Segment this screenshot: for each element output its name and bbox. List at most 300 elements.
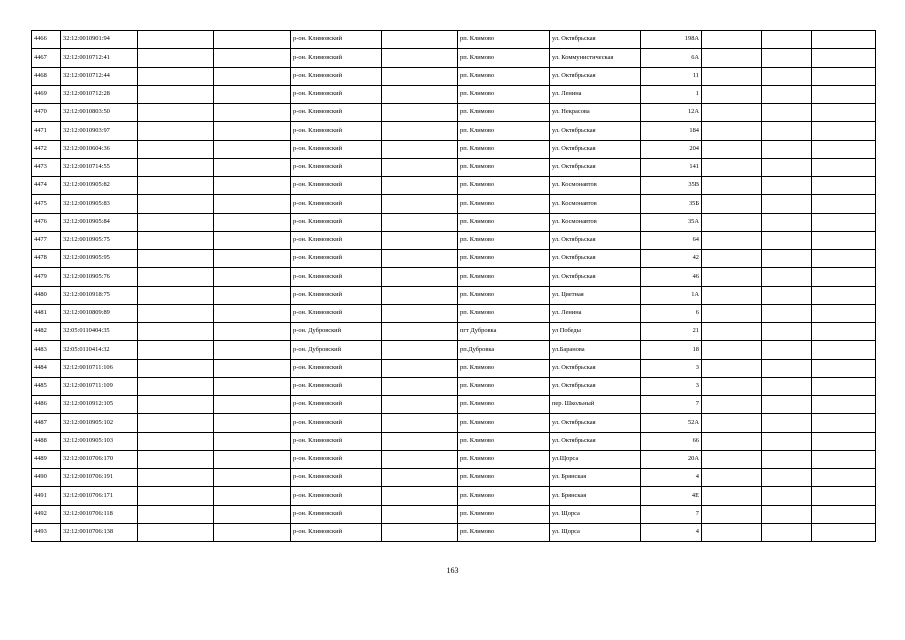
cadastral-number-cell: 32:12:0010712:28 (61, 85, 138, 103)
table-row (32, 414, 876, 432)
empty-cell (702, 377, 762, 395)
district-cell: р-он. Климовский (291, 268, 382, 286)
table-row (32, 67, 876, 85)
empty-cell (762, 268, 812, 286)
settlement-cell: рп. Климово (458, 359, 550, 377)
empty-cell (702, 432, 762, 450)
cadastral-number-cell: 32:12:0010905:84 (61, 213, 138, 231)
empty-cell (702, 104, 762, 122)
district-cell: р-он. Климовский (291, 158, 382, 176)
empty-cell (382, 250, 458, 268)
house-number-cell: 35Б (641, 195, 702, 213)
cadastral-number-cell: 32:12:0010901:94 (61, 31, 138, 49)
table-row (32, 231, 876, 249)
street-cell: ул. Октябрьская (550, 359, 641, 377)
record-number-cell: 4468 (32, 67, 61, 85)
empty-cell (762, 104, 812, 122)
empty-cell (812, 268, 876, 286)
house-number-cell: 64 (641, 231, 702, 249)
cadastral-number-cell: 32:12:0010905:76 (61, 268, 138, 286)
empty-cell (138, 158, 214, 176)
table-row (32, 122, 876, 140)
house-number-cell: 6А (641, 49, 702, 67)
house-number-cell: 184 (641, 122, 702, 140)
empty-cell (702, 231, 762, 249)
empty-cell (812, 450, 876, 468)
empty-cell (138, 523, 214, 541)
settlement-cell: рп. Климово (458, 414, 550, 432)
record-number-cell: 4477 (32, 231, 61, 249)
empty-cell (382, 396, 458, 414)
empty-cell (702, 396, 762, 414)
record-number-cell: 4479 (32, 268, 61, 286)
record-number-cell: 4471 (32, 122, 61, 140)
empty-cell (382, 177, 458, 195)
empty-cell (138, 31, 214, 49)
record-number-cell: 4485 (32, 377, 61, 395)
empty-cell (382, 158, 458, 176)
table-row (32, 523, 876, 541)
settlement-cell: рп. Климово (458, 177, 550, 195)
settlement-cell: рп. Климово (458, 396, 550, 414)
empty-cell (812, 523, 876, 541)
empty-cell (702, 49, 762, 67)
settlement-cell: рп. Климово (458, 49, 550, 67)
table-row (32, 140, 876, 158)
table-row (32, 432, 876, 450)
record-number-cell: 4493 (32, 523, 61, 541)
empty-cell (812, 323, 876, 341)
empty-cell (214, 377, 291, 395)
street-cell: ул. Некрасова (550, 104, 641, 122)
empty-cell (702, 31, 762, 49)
street-cell: ул. Космонавтов (550, 177, 641, 195)
empty-cell (214, 177, 291, 195)
record-number-cell: 4470 (32, 104, 61, 122)
cadastral-number-cell: 32:12:0010706:138 (61, 523, 138, 541)
district-cell: р-он. Климовский (291, 231, 382, 249)
district-cell: р-он. Климовский (291, 469, 382, 487)
empty-cell (762, 250, 812, 268)
record-number-cell: 4480 (32, 286, 61, 304)
settlement-cell: рп. Климово (458, 122, 550, 140)
table-row (32, 268, 876, 286)
cadastral-number-cell: 32:12:0010905:95 (61, 250, 138, 268)
table-row (32, 31, 876, 49)
cadastral-number-cell: 32:12:0010712:44 (61, 67, 138, 85)
empty-cell (214, 67, 291, 85)
empty-cell (214, 304, 291, 322)
empty-cell (382, 377, 458, 395)
table-row (32, 487, 876, 505)
empty-cell (214, 469, 291, 487)
empty-cell (138, 432, 214, 450)
district-cell: р-он. Климовский (291, 250, 382, 268)
empty-cell (138, 359, 214, 377)
cadastral-number-cell: 32:12:0010706:171 (61, 487, 138, 505)
empty-cell (382, 67, 458, 85)
empty-cell (138, 341, 214, 359)
cadastral-number-cell: 32:12:0010903:97 (61, 122, 138, 140)
empty-cell (812, 85, 876, 103)
empty-cell (382, 85, 458, 103)
empty-cell (762, 231, 812, 249)
empty-cell (812, 31, 876, 49)
empty-cell (762, 49, 812, 67)
empty-cell (702, 213, 762, 231)
record-number-cell: 4466 (32, 31, 61, 49)
house-number-cell: 3 (641, 359, 702, 377)
empty-cell (702, 323, 762, 341)
district-cell: р-он. Климовский (291, 487, 382, 505)
empty-cell (812, 67, 876, 85)
settlement-cell: рп. Климово (458, 304, 550, 322)
house-number-cell: 204 (641, 140, 702, 158)
empty-cell (382, 432, 458, 450)
record-number-cell: 4490 (32, 469, 61, 487)
settlement-cell: рп. Климово (458, 140, 550, 158)
street-cell: ул. Космонавтов (550, 195, 641, 213)
street-cell: ул. Октябрьская (550, 432, 641, 450)
empty-cell (138, 122, 214, 140)
cadastral-number-cell: 32:12:0010604:36 (61, 140, 138, 158)
settlement-cell: рп. Климово (458, 377, 550, 395)
cadastral-number-cell: 32:12:0010905:83 (61, 195, 138, 213)
empty-cell (812, 359, 876, 377)
house-number-cell: 3 (641, 377, 702, 395)
street-cell: ул. Ленина (550, 304, 641, 322)
street-cell: ул.Баранова (550, 341, 641, 359)
settlement-cell: рп. Климово (458, 450, 550, 468)
district-cell: р-он. Климовский (291, 359, 382, 377)
table-row (32, 104, 876, 122)
record-number-cell: 4483 (32, 341, 61, 359)
empty-cell (214, 323, 291, 341)
house-number-cell: 46 (641, 268, 702, 286)
empty-cell (138, 250, 214, 268)
empty-cell (812, 487, 876, 505)
street-cell: ул. Октябрьская (550, 140, 641, 158)
settlement-cell: рп. Климово (458, 213, 550, 231)
table-row (32, 396, 876, 414)
empty-cell (138, 469, 214, 487)
record-number-cell: 4488 (32, 432, 61, 450)
empty-cell (382, 487, 458, 505)
empty-cell (138, 140, 214, 158)
record-number-cell: 4487 (32, 414, 61, 432)
empty-cell (762, 177, 812, 195)
street-cell: ул. Коммунистическая (550, 49, 641, 67)
record-number-cell: 4484 (32, 359, 61, 377)
table-row (32, 341, 876, 359)
street-cell: ул. Октябрьская (550, 231, 641, 249)
empty-cell (702, 140, 762, 158)
empty-cell (214, 85, 291, 103)
empty-cell (762, 414, 812, 432)
empty-cell (138, 177, 214, 195)
empty-cell (812, 304, 876, 322)
empty-cell (762, 450, 812, 468)
district-cell: р-он. Климовский (291, 377, 382, 395)
table-row (32, 158, 876, 176)
settlement-cell: рп.Дубровка (458, 341, 550, 359)
record-number-cell: 4475 (32, 195, 61, 213)
empty-cell (762, 158, 812, 176)
house-number-cell: 141 (641, 158, 702, 176)
empty-cell (214, 49, 291, 67)
empty-cell (214, 104, 291, 122)
district-cell: р-он. Климовский (291, 523, 382, 541)
empty-cell (702, 341, 762, 359)
page-number: 163 (446, 566, 459, 575)
house-number-cell: 35А (641, 213, 702, 231)
table-row (32, 213, 876, 231)
district-cell: р-он. Климовский (291, 213, 382, 231)
empty-cell (214, 31, 291, 49)
empty-cell (762, 432, 812, 450)
empty-cell (762, 140, 812, 158)
empty-cell (702, 523, 762, 541)
street-cell: ул. Октябрьская (550, 414, 641, 432)
cadastral-number-cell: 32:12:0010712:41 (61, 49, 138, 67)
district-cell: р-он. Климовский (291, 31, 382, 49)
empty-cell (214, 195, 291, 213)
table-row (32, 250, 876, 268)
district-cell: р-он. Климовский (291, 140, 382, 158)
house-number-cell: 4 (641, 523, 702, 541)
table-row (32, 304, 876, 322)
house-number-cell: 198А (641, 31, 702, 49)
empty-cell (762, 122, 812, 140)
cadastral-number-cell: 32:12:0010809:89 (61, 304, 138, 322)
empty-cell (762, 505, 812, 523)
empty-cell (702, 487, 762, 505)
record-number-cell: 4474 (32, 177, 61, 195)
empty-cell (812, 505, 876, 523)
record-number-cell: 4486 (32, 396, 61, 414)
empty-cell (382, 104, 458, 122)
street-cell: ул. Ленина (550, 85, 641, 103)
empty-cell (762, 469, 812, 487)
empty-cell (702, 304, 762, 322)
settlement-cell: рп. Климово (458, 195, 550, 213)
empty-cell (762, 304, 812, 322)
table-row (32, 286, 876, 304)
empty-cell (812, 104, 876, 122)
cadastral-number-cell: 32:12:0010905:102 (61, 414, 138, 432)
empty-cell (138, 104, 214, 122)
empty-cell (214, 158, 291, 176)
empty-cell (702, 359, 762, 377)
street-cell: ул. Космонавтов (550, 213, 641, 231)
empty-cell (214, 341, 291, 359)
empty-cell (812, 140, 876, 158)
street-cell: ул. Октябрьская (550, 250, 641, 268)
district-cell: р-он. Климовский (291, 85, 382, 103)
cadastral-number-cell: 32:12:0010918:75 (61, 286, 138, 304)
empty-cell (812, 49, 876, 67)
empty-cell (382, 323, 458, 341)
street-cell: ул. Брянская (550, 469, 641, 487)
empty-cell (812, 122, 876, 140)
house-number-cell: 1 (641, 85, 702, 103)
empty-cell (762, 523, 812, 541)
record-number-cell: 4473 (32, 158, 61, 176)
empty-cell (214, 359, 291, 377)
empty-cell (214, 414, 291, 432)
empty-cell (382, 359, 458, 377)
record-number-cell: 4492 (32, 505, 61, 523)
district-cell: р-он. Климовский (291, 104, 382, 122)
empty-cell (812, 231, 876, 249)
empty-cell (702, 85, 762, 103)
record-number-cell: 4476 (32, 213, 61, 231)
empty-cell (138, 450, 214, 468)
empty-cell (702, 469, 762, 487)
district-cell: р-он. Климовский (291, 122, 382, 140)
empty-cell (812, 432, 876, 450)
cadastral-number-cell: 32:12:0010711:106 (61, 359, 138, 377)
property-register-table (31, 30, 876, 542)
empty-cell (762, 396, 812, 414)
district-cell: р-он. Климовский (291, 396, 382, 414)
empty-cell (138, 396, 214, 414)
empty-cell (382, 450, 458, 468)
house-number-cell: 20А (641, 450, 702, 468)
house-number-cell: 7 (641, 505, 702, 523)
street-cell: ул. Октябрьская (550, 67, 641, 85)
empty-cell (382, 286, 458, 304)
empty-cell (762, 341, 812, 359)
house-number-cell: 35В (641, 177, 702, 195)
house-number-cell: 52А (641, 414, 702, 432)
table-body (32, 31, 876, 542)
house-number-cell: 6 (641, 304, 702, 322)
settlement-cell: рп. Климово (458, 286, 550, 304)
district-cell: р-он. Климовский (291, 450, 382, 468)
record-number-cell: 4472 (32, 140, 61, 158)
empty-cell (382, 49, 458, 67)
empty-cell (214, 213, 291, 231)
district-cell: р-он. Климовский (291, 49, 382, 67)
settlement-cell: рп. Климово (458, 487, 550, 505)
table-row (32, 323, 876, 341)
record-number-cell: 4481 (32, 304, 61, 322)
empty-cell (762, 487, 812, 505)
empty-cell (812, 414, 876, 432)
empty-cell (382, 231, 458, 249)
street-cell: ул. Октябрьская (550, 377, 641, 395)
house-number-cell: 4 (641, 469, 702, 487)
empty-cell (382, 414, 458, 432)
record-number-cell: 4478 (32, 250, 61, 268)
cadastral-number-cell: 32:12:0010905:82 (61, 177, 138, 195)
table-row (32, 49, 876, 67)
empty-cell (138, 286, 214, 304)
table-row (32, 505, 876, 523)
empty-cell (214, 505, 291, 523)
empty-cell (138, 67, 214, 85)
settlement-cell: рп. Климово (458, 268, 550, 286)
cadastral-number-cell: 32:12:0010803:50 (61, 104, 138, 122)
table-row (32, 195, 876, 213)
district-cell: р-он. Климовский (291, 432, 382, 450)
empty-cell (138, 414, 214, 432)
cadastral-number-cell: 32:05:0110404:35 (61, 323, 138, 341)
empty-cell (138, 505, 214, 523)
district-cell: р-он. Климовский (291, 286, 382, 304)
empty-cell (762, 377, 812, 395)
empty-cell (382, 304, 458, 322)
empty-cell (702, 158, 762, 176)
empty-cell (214, 268, 291, 286)
empty-cell (138, 323, 214, 341)
empty-cell (138, 377, 214, 395)
cadastral-number-cell: 32:12:0010912:105 (61, 396, 138, 414)
empty-cell (138, 85, 214, 103)
house-number-cell: 18 (641, 341, 702, 359)
house-number-cell: 7 (641, 396, 702, 414)
district-cell: р-он. Климовский (291, 67, 382, 85)
empty-cell (382, 213, 458, 231)
empty-cell (812, 158, 876, 176)
street-cell: ул. Октябрьская (550, 268, 641, 286)
district-cell: р-он. Дубровский (291, 341, 382, 359)
empty-cell (382, 122, 458, 140)
table-row (32, 469, 876, 487)
empty-cell (382, 469, 458, 487)
empty-cell (138, 487, 214, 505)
settlement-cell: рп. Климово (458, 505, 550, 523)
house-number-cell: 11 (641, 67, 702, 85)
settlement-cell: рп. Климово (458, 432, 550, 450)
street-cell: ул. Октябрьская (550, 122, 641, 140)
district-cell: р-он. Климовский (291, 304, 382, 322)
house-number-cell: 66 (641, 432, 702, 450)
empty-cell (382, 31, 458, 49)
cadastral-number-cell: 32:12:0010714:55 (61, 158, 138, 176)
empty-cell (138, 304, 214, 322)
record-number-cell: 4491 (32, 487, 61, 505)
settlement-cell: рп. Климово (458, 67, 550, 85)
street-cell: ул Победы (550, 323, 641, 341)
empty-cell (214, 450, 291, 468)
cadastral-number-cell: 32:12:0010706:118 (61, 505, 138, 523)
table-row (32, 377, 876, 395)
empty-cell (702, 67, 762, 85)
district-cell: р-он. Климовский (291, 195, 382, 213)
empty-cell (812, 250, 876, 268)
empty-cell (214, 250, 291, 268)
empty-cell (214, 140, 291, 158)
house-number-cell: 12А (641, 104, 702, 122)
settlement-cell: рп. Климово (458, 104, 550, 122)
district-cell: р-он. Климовский (291, 177, 382, 195)
settlement-cell: рп. Климово (458, 469, 550, 487)
empty-cell (812, 469, 876, 487)
district-cell: р-он. Климовский (291, 414, 382, 432)
empty-cell (762, 85, 812, 103)
settlement-cell: рп. Климово (458, 31, 550, 49)
table-row (32, 359, 876, 377)
table-row (32, 85, 876, 103)
empty-cell (382, 505, 458, 523)
empty-cell (702, 286, 762, 304)
settlement-cell: рп. Климово (458, 523, 550, 541)
empty-cell (382, 341, 458, 359)
record-number-cell: 4469 (32, 85, 61, 103)
cadastral-number-cell: 32:12:0010711:109 (61, 377, 138, 395)
